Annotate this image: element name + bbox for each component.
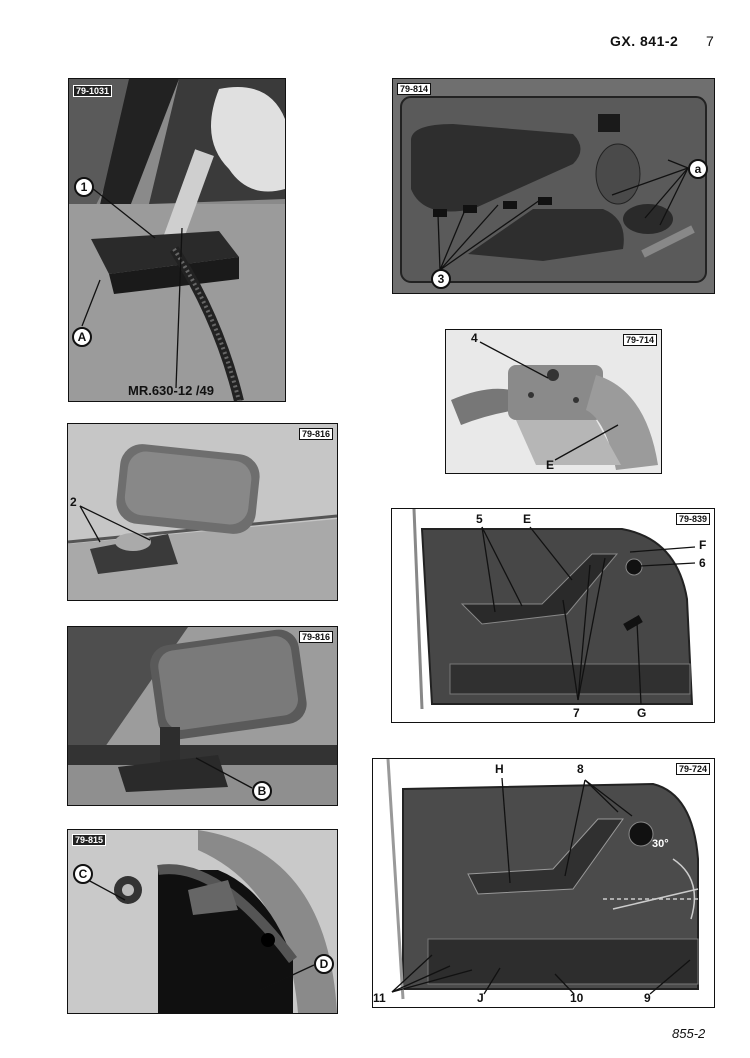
label-8: 8 <box>577 762 584 776</box>
figure-ref: 79-816 <box>299 428 333 440</box>
photo-door-panel-fasteners <box>392 78 715 294</box>
label-10: 10 <box>570 991 584 1005</box>
figure-ref: 79-1031 <box>73 85 112 97</box>
label-7: 7 <box>573 706 580 720</box>
label-11: 11 <box>373 991 386 1005</box>
label-F: F <box>699 538 707 552</box>
label-6: 6 <box>699 556 706 570</box>
figure-ref: 79-714 <box>623 334 657 346</box>
label-E: E <box>523 512 532 526</box>
photo-door-trim-panel <box>391 508 715 723</box>
figure-ref: 79-724 <box>676 763 710 775</box>
photo-mirror-mounting <box>67 423 338 601</box>
photo-7-illustration <box>392 509 714 722</box>
callout-B: B <box>252 781 272 801</box>
callout-a: a <box>688 159 708 179</box>
page-number: 7 <box>706 33 714 49</box>
photo-armrest-bracket <box>445 329 662 474</box>
photo-8-illustration <box>373 759 714 1007</box>
callout-3: 3 <box>431 269 451 289</box>
photo-2-illustration <box>68 424 337 600</box>
label-5: 5 <box>476 512 483 526</box>
label-G: G <box>637 706 647 720</box>
photo-mirror-removal-tool <box>68 78 286 402</box>
photo-1-illustration <box>69 79 285 401</box>
label-2: 2 <box>70 495 77 509</box>
callout-C: C <box>73 864 93 884</box>
label-H: H <box>495 762 504 776</box>
photo-3-illustration <box>68 627 337 805</box>
label-9: 9 <box>644 991 651 1005</box>
label-J: J <box>477 991 484 1005</box>
label-4: 4 <box>471 331 478 345</box>
tool-reference: MR.630-12 /49 <box>128 383 214 398</box>
footer-ref: 855-2 <box>672 1026 706 1041</box>
callout-1: 1 <box>74 177 94 197</box>
callout-D: D <box>314 954 334 974</box>
figure-ref: 79-839 <box>676 513 710 525</box>
photo-door-trim-removed <box>372 758 715 1008</box>
photo-6-illustration <box>446 330 661 473</box>
photo-mirror-base <box>67 626 338 806</box>
callout-A: A <box>72 327 92 347</box>
photo-5-illustration <box>393 79 714 293</box>
figure-ref: 79-816 <box>299 631 333 643</box>
photo-4-illustration <box>68 830 337 1013</box>
photo-door-interior-detail <box>67 829 338 1014</box>
figure-ref: 79-814 <box>397 83 431 95</box>
figure-ref: 79-815 <box>72 834 106 846</box>
angle-label: 30° <box>652 838 669 850</box>
document-code: GX. 841-2 <box>610 33 679 49</box>
label-E: E <box>546 458 555 472</box>
